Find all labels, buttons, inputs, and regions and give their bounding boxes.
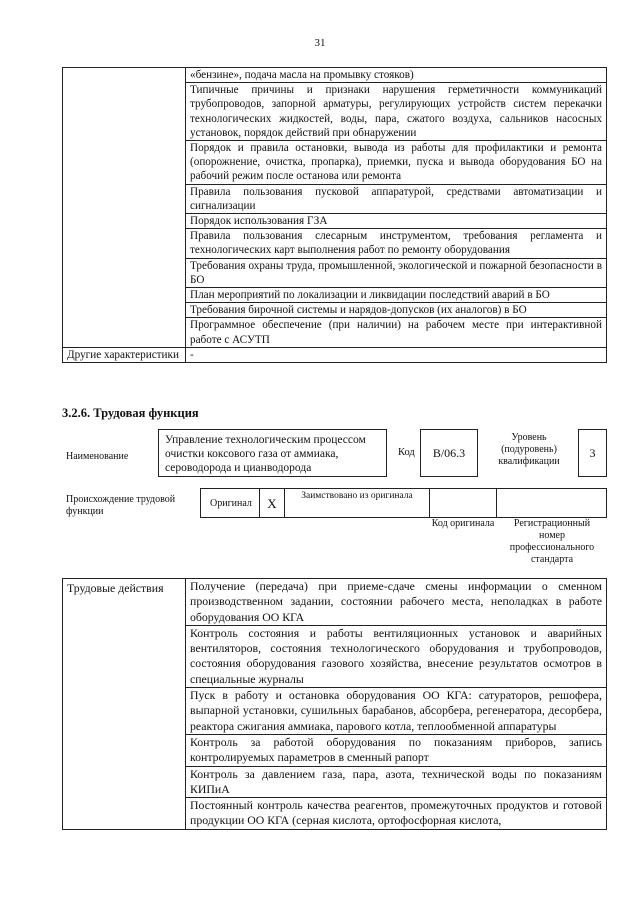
knowledge-table: [62, 67, 607, 363]
knowledge-item: Правила пользования пусковой аппаратурой, средствами автоматизации и сигнализации: [186, 184, 607, 213]
knowledge-item: Требования охраны труда, промышленной, экологической и пожарной безопасности в БО: [186, 258, 607, 287]
labor-action-item: Контроль за давлением газа, пара, азота, технической воды по показаниям КИПиА: [186, 766, 607, 798]
section-heading: 3.2.6. Трудовая функция: [62, 406, 199, 420]
borrowed-label-box: [284, 488, 430, 518]
table-row: [63, 347, 607, 362]
reg-number-caption: Регистрационный номер профессионального стандарта: [509, 518, 595, 565]
other-characteristics-value: -: [186, 347, 607, 362]
knowledge-item: Правила пользования слесарным инструментом, требования регламента и технологических карт выполнения работ по ремонту оборудования: [186, 229, 607, 258]
function-name-box: [158, 429, 387, 477]
table-row: [63, 579, 607, 626]
labor-action-item: Контроль за работой оборудования по показаниям приборов, запись контролируемых параметров в сменный рапорт: [186, 734, 607, 766]
knowledge-item: Типичные причины и признаки нарушения герметичности коммуникаций трубопроводов, запорной арматуры, регулирующих устройств систем перекачки технологических жидкостей, воды, пара, сжатого воздуха, сальников насосных установок, порядок действий при обнаружении: [186, 83, 607, 141]
labor-action-item: Контроль состояния и работы вентиляционных установок и аварийных вентиляторов, состояния технологического оборудования и трубопроводов, состояния оборудования газового хозяйства, внесение результатов осмотров в специальные журналы: [186, 625, 607, 687]
labor-action-item: Пуск в работу и остановка оборудования ОО КГА: сатураторов, решофера, выпарной установки, сушильных барабанов, абсорбера, регенератора, десорбера, реактора сжигания аммиака, парового котла, теплообменной аппаратуры: [186, 688, 607, 735]
code-label: Код: [398, 447, 415, 458]
level-value-box: [578, 429, 607, 477]
knowledge-label-cell: [63, 68, 186, 348]
table-row: [63, 68, 607, 83]
knowledge-item: План мероприятий по локализации и ликвидации последствий аварий в БО: [186, 288, 607, 303]
borrowed-label: Заимствовано из оригинала: [301, 491, 413, 501]
knowledge-item: Порядок использования ГЗА: [186, 214, 607, 229]
other-characteristics-label: Другие характеристики: [63, 347, 186, 362]
knowledge-item: Порядок и правила остановки, вывода из работы для профилактики и ремонта (опорожнение, очистка, пропарка), приемки, пуска и вывода оборудования БО на рабочий режим после останова или ремонта: [186, 141, 607, 185]
reg-number-box: [496, 488, 607, 518]
function-name-value: Управление технологическим процессом очистки коксового газа от аммиака, сероводорода и цианводорода: [165, 434, 366, 474]
labor-actions-table: [62, 578, 607, 830]
knowledge-item: «бензине», подача масла на промывку стояков): [186, 68, 607, 83]
code-original-caption: Код оригинала: [431, 518, 495, 529]
code-value: B/06.3: [432, 446, 466, 460]
code-original-box: [429, 488, 497, 518]
name-label: Наименование: [66, 451, 129, 462]
page-number: 31: [314, 37, 326, 49]
labor-actions-label: Трудовые действия: [63, 579, 186, 830]
labor-action-item: Получение (передача) при приеме-сдаче смены информации о сменном производственном задании, состоянии рабочего места, неполадках в работе оборудования ОО КГА: [186, 579, 607, 626]
labor-action-item: Постоянный контроль качества реагентов, промежуточных продуктов и готовой продукции ОО КГА (серная кислота, ортофосфорная кислота,: [186, 798, 607, 830]
original-label-box: [200, 488, 260, 518]
original-mark: X: [267, 496, 277, 511]
level-label: Уровень (подуровень) квалификации: [498, 432, 560, 467]
original-mark-box: [259, 488, 285, 518]
level-value: 3: [589, 446, 596, 460]
knowledge-item: Требования бирочной системы и нарядов-допусков (их аналогов) в БО: [186, 303, 607, 318]
origin-label: Происхождение трудовой функции: [66, 494, 176, 517]
knowledge-item: Программное обеспечение (при наличии) на рабочем месте при интерактивной работе с АСУТП: [186, 318, 607, 347]
original-label: Оригинал: [210, 498, 252, 509]
code-value-box: [420, 429, 478, 477]
